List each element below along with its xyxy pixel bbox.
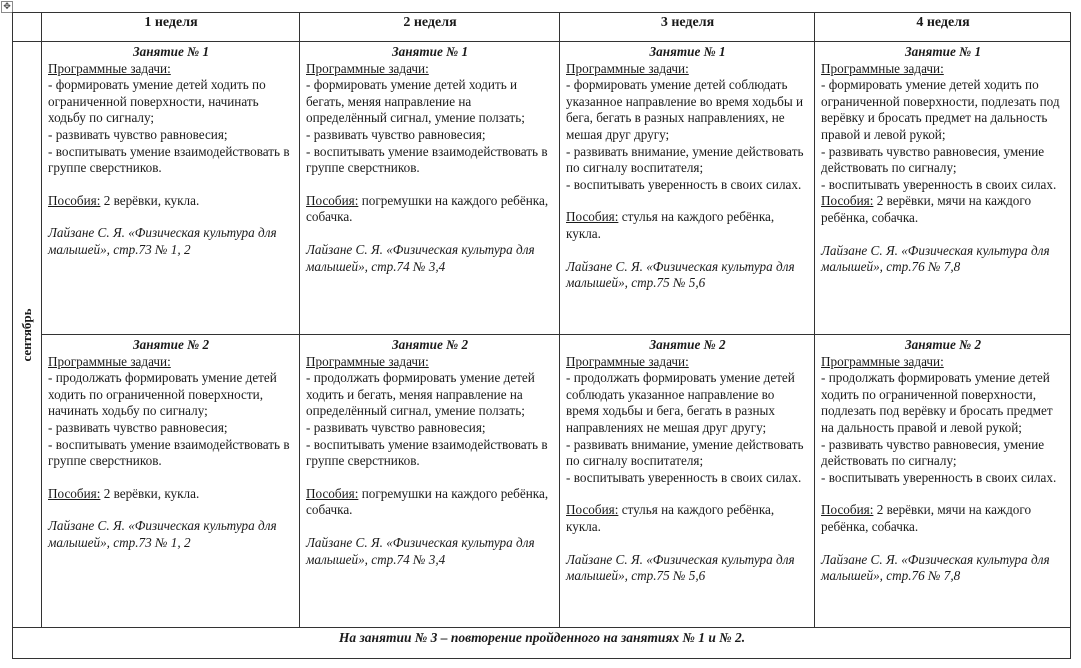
week-header-2: 2 неделя — [300, 13, 560, 42]
aids-label: Пособия: — [306, 485, 359, 501]
aids-text: стулья на каждого ребёнка, кукла. — [566, 209, 775, 241]
lesson-cell — [300, 42, 560, 335]
lesson-title: Занятие № 1 — [649, 44, 726, 59]
lesson-cell — [815, 335, 1071, 628]
month-label: сентябрь — [19, 307, 34, 362]
tasks-text: - формировать умение детей ходить по ограниченной поверхности, начинать ходьбу по сигналу; - развивать чувство равновесия; - воспитывать умение взаимодействовать в группе сверстников. — [48, 77, 290, 176]
lesson-title: Занятие № 2 — [649, 337, 726, 352]
lesson-cell — [300, 335, 560, 628]
tasks-label: Программные задачи: — [48, 353, 171, 369]
reference-text: Лайзане С. Я. «Физическая культура для малышей», стр.74 № 3,4 — [306, 534, 535, 567]
tasks-text: - формировать умение детей соблюдать указанное направление во время ходьбы и бега, бегать в разных направлениях, не мешая друг другу; - развивать внимание, умение действовать по сигналу воспитателя; - воспитывать уверенность в своих силах. — [566, 77, 804, 192]
tasks-label: Программные задачи: — [821, 60, 944, 76]
lesson-cell — [42, 335, 300, 628]
tasks-label: Программные задачи: — [566, 353, 689, 369]
aids-line — [48, 193, 294, 210]
reference-text: Лайзане С. Я. «Физическая культура для малышей», стр.73 № 1, 2 — [48, 518, 277, 550]
reference-text: Лайзане С. Я. «Физическая культура для малышей», стр.75 № 5,6 — [566, 258, 795, 291]
table-move-handle-icon[interactable]: ✥ — [1, 1, 13, 13]
lesson-title: Занятие № 2 — [391, 337, 469, 352]
reference-text: Лайзане С. Я. «Физическая культура для малышей», стр.73 № 1, 2 — [48, 225, 277, 257]
reference-text: Лайзане С. Я. «Физическая культура для малышей», стр.75 № 5,6 — [566, 551, 795, 584]
aids-text: погремушки на каждого ребёнка, собачка. — [306, 485, 549, 518]
tasks-label: Программные задачи: — [566, 60, 689, 76]
aids-line — [306, 193, 554, 226]
aids-text: 2 верёвки, кукла. — [103, 485, 200, 501]
aids-label: Пособия: — [566, 209, 619, 225]
tasks-text: - формировать умение детей ходить по ограниченной поверхности, подлезать под верёвку и бросать предмет на дальность правой и левой рукой; - развивать чувство равновесия, умение действовать по сигналу; - воспитывать уверенность в своих силах. — [821, 77, 1060, 192]
tasks-label: Программные задачи: — [306, 60, 429, 76]
tasks-text: - продолжать формировать умение детей ходить и бегать, меняя направление на определённый сигнал, умение ползать; - развивать чувство равновесия; - воспитывать умение взаимодействовать в группе сверстников. — [306, 370, 548, 469]
lesson-title: Занятие № 1 — [904, 44, 982, 59]
aids-line — [306, 486, 554, 519]
lesson-cell — [560, 335, 815, 628]
aids-line — [821, 502, 1065, 535]
week-header-3: 3 неделя — [560, 13, 815, 42]
aids-line — [821, 193, 1065, 226]
aids-line — [48, 486, 294, 503]
corner-cell — [13, 13, 42, 42]
lesson-title: Занятие № 1 — [391, 44, 469, 59]
aids-text: 2 верёвки, мячи на каждого ребёнка, собачка. — [821, 193, 1032, 225]
lesson-title: Занятие № 2 — [904, 337, 982, 352]
lesson-cell — [560, 42, 815, 335]
footer-note: На занятии № 3 – повторение пройденного на занятиях № 1 и № 2. — [13, 628, 1071, 659]
aids-label: Пособия: — [566, 502, 619, 518]
tasks-text: - продолжать формировать умение детей ходить по ограниченной поверхности, подлезать под верёвку и бросать предмет на дальность правой и левой рукой; - развивать чувство равновесия, умение действовать по сигналу; - воспитывать уверенность в своих силах. — [821, 370, 1057, 485]
aids-text: погремушки на каждого ребёнка, собачка. — [306, 192, 549, 225]
aids-label: Пособия: — [821, 502, 874, 518]
aids-label: Пособия: — [48, 485, 101, 501]
aids-label: Пособия: — [48, 192, 101, 208]
reference-text: Лайзане С. Я. «Физическая культура для малышей», стр.76 № 7,8 — [821, 242, 1050, 275]
lesson-title: Занятие № 2 — [132, 337, 210, 352]
lesson-cell — [42, 42, 300, 335]
tasks-label: Программные задачи: — [48, 60, 171, 76]
tasks-label: Программные задачи: — [821, 353, 944, 369]
aids-line — [566, 209, 809, 242]
aids-label: Пособия: — [821, 193, 874, 209]
lesson-title: Занятие № 1 — [132, 44, 210, 59]
aids-text: 2 верёвки, кукла. — [103, 192, 200, 208]
aids-line — [566, 502, 809, 535]
tasks-text: - формировать умение детей ходить и бегать, меняя направление на определённый сигнал, умение ползать; - развивать чувство равновесия; - воспитывать умение взаимодействовать в группе сверстников. — [306, 77, 548, 176]
reference-text: Лайзане С. Я. «Физическая культура для малышей», стр.76 № 7,8 — [821, 551, 1050, 584]
month-cell — [13, 42, 42, 628]
aids-text: 2 верёвки, мячи на каждого ребёнка, собачка. — [821, 502, 1032, 534]
aids-text: стулья на каждого ребёнка, кукла. — [566, 502, 775, 534]
week-header-1: 1 неделя — [42, 13, 300, 42]
lesson-cell — [815, 42, 1071, 335]
week-header-4: 4 неделя — [815, 13, 1071, 42]
tasks-text: - продолжать формировать умение детей соблюдать указанное направление во время ходьбы и бега, бегать в разных направлениях не мешая друг другу; - развивать внимание, умение действовать по сигналу воспитателя; - воспитывать уверенность в своих силах. — [566, 370, 804, 485]
reference-text: Лайзане С. Я. «Физическая культура для малышей», стр.74 № 3,4 — [306, 241, 535, 274]
tasks-label: Программные задачи: — [306, 353, 429, 369]
aids-label: Пособия: — [306, 192, 359, 208]
tasks-text: - продолжать формировать умение детей ходить по ограниченной поверхности, начинать ходьбу по сигналу; - развивать чувство равновесия; - воспитывать умение взаимодействовать в группе сверстников. — [48, 370, 290, 469]
lesson-plan-table — [12, 12, 1071, 659]
